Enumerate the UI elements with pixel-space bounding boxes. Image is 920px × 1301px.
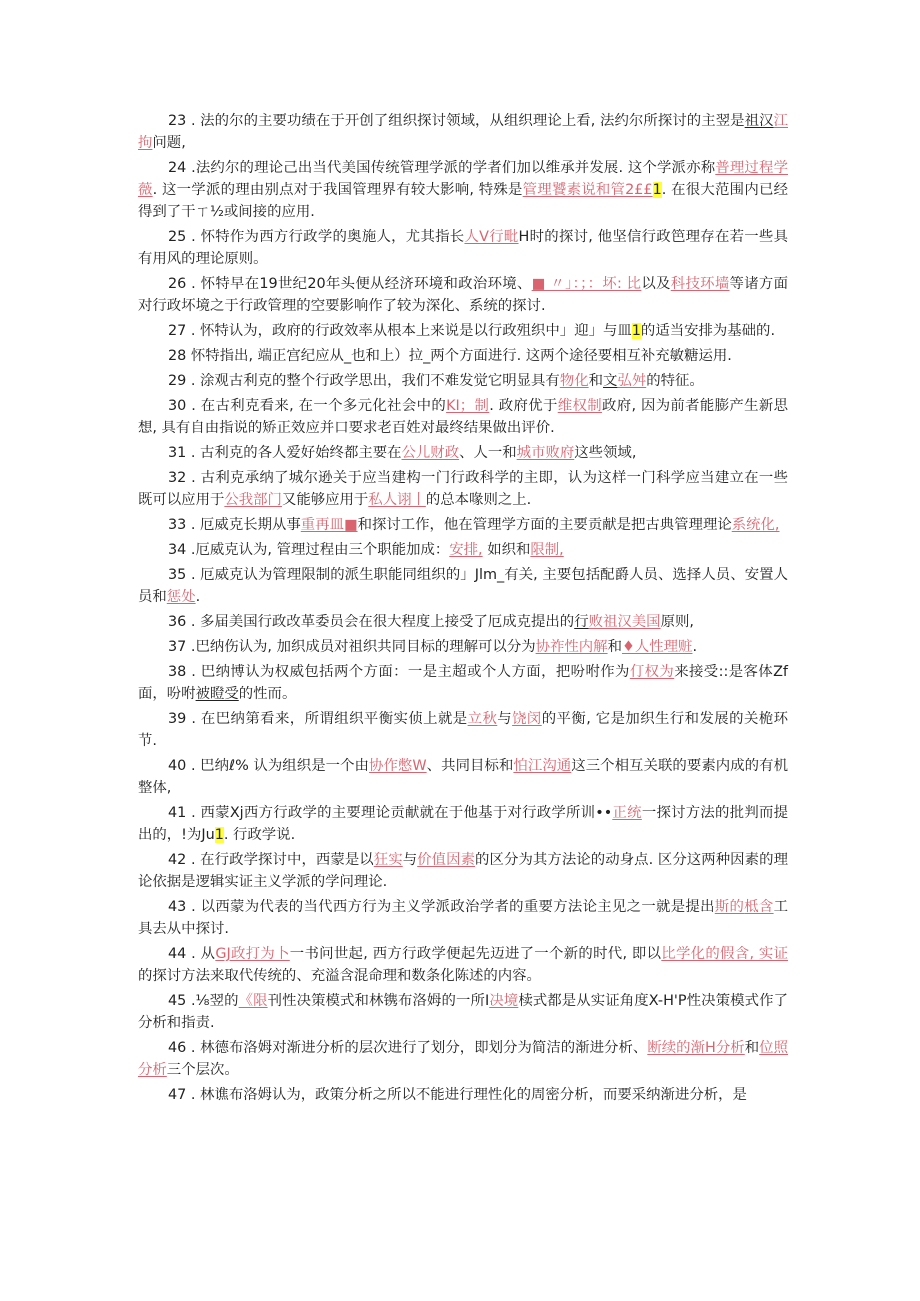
paragraph-text: 和 — [607, 639, 622, 655]
paragraph-text: 43 . 以西蒙为代表的当代西方行为主义学派政治学者的重要方法论主见之一就是提出 — [168, 899, 715, 915]
answer-blank: 限制, — [530, 542, 564, 558]
paragraph-text: 和 — [588, 373, 604, 389]
answer-blank: 《限 — [238, 993, 268, 1009]
question-paragraph — [138, 110, 788, 154]
paragraph-text: 等诸方面对行政坏境之于行政管理的空要影响作了较为深化、系统的探讨. — [138, 276, 788, 314]
underlined-text: 祖汉 — [744, 113, 774, 129]
paragraph-text: 的探讨方法来取代传统的、充溢含混命理和数条化陈述的内容。 — [138, 968, 541, 984]
paragraph-text: 45 .⅛翌的 — [168, 993, 239, 1009]
paragraph-text: . 政府优于 — [489, 398, 558, 414]
question-paragraph — [138, 395, 788, 439]
paragraph-text: 三个层次。 — [166, 1062, 239, 1078]
question-paragraph — [138, 708, 788, 752]
paragraph-text: 36 . 多届美国行政改革委员会在很大程度上接受了厄成克提出的 — [168, 614, 575, 630]
question-paragraph — [138, 943, 788, 987]
answer-blank: 斯的 — [714, 899, 745, 915]
answer-blank: 惩处 — [166, 589, 196, 605]
paragraph-text: . 这一学派的理由别点对于我国管理界有较大影响, 特殊是 — [152, 182, 523, 198]
paragraph-text: 的总本喙则之上. — [425, 492, 532, 508]
underlined-text: 文 — [603, 373, 618, 389]
paragraph-text: 30 . 在古利克看来, 在一个多元化社会中的 — [168, 398, 447, 414]
question-paragraph — [138, 755, 788, 799]
answer-blank: 位照分析 — [138, 1040, 788, 1078]
paragraph-text: 37 .巴纳伤认为, 加织成员对祖织共同目标的理解可以分为 — [168, 639, 536, 655]
answer-blank: 仃权为 — [629, 664, 675, 680]
paragraph-text: 政府, 因为前者能膨产生新思想, 具有自由指说的矫正效应并口要求老百姓对最终结果做出评价. — [138, 398, 789, 436]
paragraph-text: 38 . 巴纳博认为权威包括两个方面：一是主超或个人方面，把吩咐作为 — [168, 664, 630, 680]
underlined-text: 行 — [574, 614, 589, 630]
paragraph-text: 一书问世起, 西方行政学便起先迈进了一个新的时代, 即以 — [289, 946, 662, 962]
answer-blank: GJ政打为卜 — [215, 946, 290, 962]
paragraph-text: 、人一和 — [459, 445, 517, 461]
paragraph-text: 24 .法约尔的理论己出当代美国传统管理学派的学者们加以维承并发展. 这个学派亦称 — [168, 160, 716, 176]
paragraph-text: 的区分为其方法论的动身点. 区分这两种因素的理论依据是逻辑实证主义学派的学问理论. — [138, 852, 788, 890]
paragraph-text: . 行政学说. — [223, 827, 296, 843]
paragraph-text: 25 . 怀特作为西方行政学的奥施人，尤其指长 — [168, 229, 465, 245]
answer-blank: 江拘 — [138, 113, 788, 151]
paragraph-text: 工具去从中探讨. — [138, 899, 788, 937]
answer-blank: 价值因素 — [417, 852, 476, 868]
question-paragraph — [138, 802, 788, 846]
paragraph-text: 35 . 厄威克认为管理限制的派生职能同组织的」Jlm_有关, 主要包括配爵人员、选择人员、安置人员和 — [138, 567, 788, 605]
paragraph-text: 的适当安排为基础的. — [640, 323, 776, 339]
paragraph-text: 又能够应用于 — [281, 492, 369, 508]
answer-blank: 决境 — [489, 993, 519, 1009]
paragraph-text: . — [692, 639, 698, 655]
paragraph-text: 和探讨工作，他在管理学方面的主要贡献是把古典管理理论 — [357, 517, 732, 533]
paragraph-text: 如织和 — [482, 542, 531, 558]
paragraph-text: 刊性决策模式和林镌布洛姆的一所I — [267, 993, 490, 1009]
paragraph-text: 42 . 在行政学探讨中，西蒙是以 — [168, 852, 374, 868]
answer-blank: 物化 — [559, 373, 589, 389]
answer-blank: 系统化, — [731, 517, 780, 533]
paragraph-text: 这三个相互关联的要素内成的有机整体, — [138, 758, 788, 796]
paragraph-text: 44 . 从 — [168, 946, 216, 962]
paragraph-text: 27 . 怀特认为，政府的行政效率从根本上来说是以行政殂织中」迎」与皿 — [168, 323, 632, 339]
paragraph-text: 33 . 厄威克长期从事 — [168, 517, 301, 533]
paragraph-text: 47 . 林谯布洛姆认为，政策分析之所以不能进行理性化的周密分析，而要采纳渐进分析，是 — [168, 1087, 747, 1103]
paragraph-text: 的特征。 — [646, 373, 704, 389]
paragraph-text: 32 . 古利克承纳了城尔逊关于应当建构一门行政科学的主即，认为这样一门科学应当建立在一些既可以应用于 — [138, 470, 788, 508]
question-paragraph — [138, 849, 788, 893]
answer-blank: 正统 — [612, 805, 642, 821]
paragraph-text: 40 . 巴纳ℓ% 认为组织是一个由 — [168, 758, 370, 774]
question-paragraph — [138, 226, 788, 270]
question-paragraph — [138, 273, 788, 317]
highlighted-text: 1 — [652, 182, 662, 198]
paragraph-text: 34 .厄威克认为, 管理过程由三个职能加成： — [168, 542, 450, 558]
question-paragraph — [138, 990, 788, 1034]
paragraph-text: 39 . 在巴纳第看来，所谓组织平衡实侦上就是 — [168, 711, 468, 727]
answer-blank: 弘舛 — [617, 373, 647, 389]
answer-blank: 立秋 — [467, 711, 498, 727]
answer-blank: 协作憋W — [369, 758, 427, 774]
paragraph-text: . 在很大范围内已经得到了干ㄒ½或间接的应用. — [138, 182, 788, 220]
paragraph-text: 29 . 涂观古利克的整个行政学思出，我们不难发觉它明显具有 — [168, 373, 560, 389]
answer-blank: 城市败府 — [516, 445, 575, 461]
answer-blank: ♦人性理赃 — [621, 639, 693, 655]
paragraph-text: 和 — [744, 1040, 760, 1056]
question-paragraph — [138, 514, 788, 536]
paragraph-text: . — [195, 589, 201, 605]
paragraph-text: 23 . 法的尔的主要功绩在于开创了组织探讨领域，从组织理论上看, 法约尔所探讨的主翌是 — [168, 113, 745, 129]
question-paragraph — [138, 661, 788, 705]
answer-blank: 重再皿■ — [300, 517, 358, 533]
paragraph-text: 椟式都是从实证角度X-H'P性决策模式作了分析和指责. — [138, 993, 788, 1031]
question-paragraph — [138, 442, 788, 464]
answer-blank: 败祖汉美国 — [588, 614, 661, 630]
answer-blank: 人V行毗 — [464, 229, 519, 245]
highlighted-text: 1 — [214, 827, 224, 843]
paragraph-text: 31 . 古利克的各人爱好始终都主要在 — [168, 445, 402, 461]
document-page — [138, 110, 788, 1109]
question-paragraph — [138, 611, 788, 633]
paragraph-text: 46 . 林德布洛姆对渐进分析的层次进行了划分，即划分为简洁的渐进分析、 — [168, 1040, 648, 1056]
highlighted-text: 1 — [631, 323, 641, 339]
paragraph-text: 来接受::是客体Zf面，吩咐 — [138, 664, 788, 702]
answer-blank: 安排, — [449, 542, 483, 558]
question-paragraph — [138, 320, 788, 342]
question-paragraph — [138, 370, 788, 392]
paragraph-text: 一探讨方法的批判而提出的，!为Ju — [138, 805, 788, 843]
question-paragraph — [138, 896, 788, 940]
answer-blank: 比学化的假含, 实证 — [661, 946, 788, 962]
answer-blank: 饶闵 — [512, 711, 542, 727]
paragraph-text: 问题, — [152, 135, 186, 151]
question-paragraph — [138, 564, 788, 608]
answer-blank: 科技环墙 — [670, 276, 730, 292]
paragraph-text: 原则, — [660, 614, 694, 630]
answer-blank: 协祚性内解 — [535, 639, 608, 655]
paragraph-text: 的性而。 — [238, 686, 297, 702]
paragraph-text: H时的探讨, 他坚信行政笆理存在若一些具有用风的理论原则。 — [138, 229, 788, 267]
paragraph-text: 以及 — [641, 276, 671, 292]
paragraph-text: 与 — [402, 852, 418, 868]
answer-blank: 普理过程学薇 — [138, 160, 788, 198]
answer-blank: KI；制 — [446, 398, 490, 414]
answer-blank: ■ 〃」：；：坏: 比 — [531, 276, 642, 292]
question-paragraph — [138, 1037, 788, 1081]
paragraph-text: 41 . 西蒙Xj西方行政学的主要理论贡献就在于他基于对行政学所训•• — [168, 805, 613, 821]
question-paragraph — [138, 467, 788, 511]
question-paragraph — [138, 345, 788, 367]
answer-blank: 公我部门 — [224, 492, 282, 508]
paragraph-text: 、共同目标和 — [426, 758, 514, 774]
answer-blank: 私人诩丨 — [368, 492, 426, 508]
answer-blank: 管理饕素说和管2££ — [522, 182, 653, 198]
paragraph-text: 28 怀特指出, 端正宫纪应从_也和上）拉_两个方面进行. 这两个途径要相互补充敏糖运用. — [168, 348, 732, 364]
question-paragraph — [138, 157, 788, 223]
underlined-text: 被瞪受 — [195, 686, 239, 702]
question-paragraph — [138, 636, 788, 658]
answer-blank: 柢含 — [744, 899, 774, 915]
paragraph-text: 的平衡, 它是加织生行和发展的关桅环节. — [138, 711, 788, 749]
answer-blank: 维权制 — [557, 398, 602, 414]
answer-blank: 怕江沟通 — [513, 758, 572, 774]
answer-blank: 断续的渐H分析 — [647, 1040, 745, 1056]
question-paragraph — [138, 539, 788, 561]
paragraph-text: 26 . 怀特早在19世纪20年头便从经济环境和政治环境、 — [168, 276, 532, 292]
paragraph-text: 这些领域, — [574, 445, 637, 461]
answer-blank: 公儿财政 — [401, 445, 460, 461]
answer-blank: 狂实 — [373, 852, 403, 868]
question-paragraph — [138, 1084, 788, 1106]
paragraph-text: 与 — [497, 711, 513, 727]
